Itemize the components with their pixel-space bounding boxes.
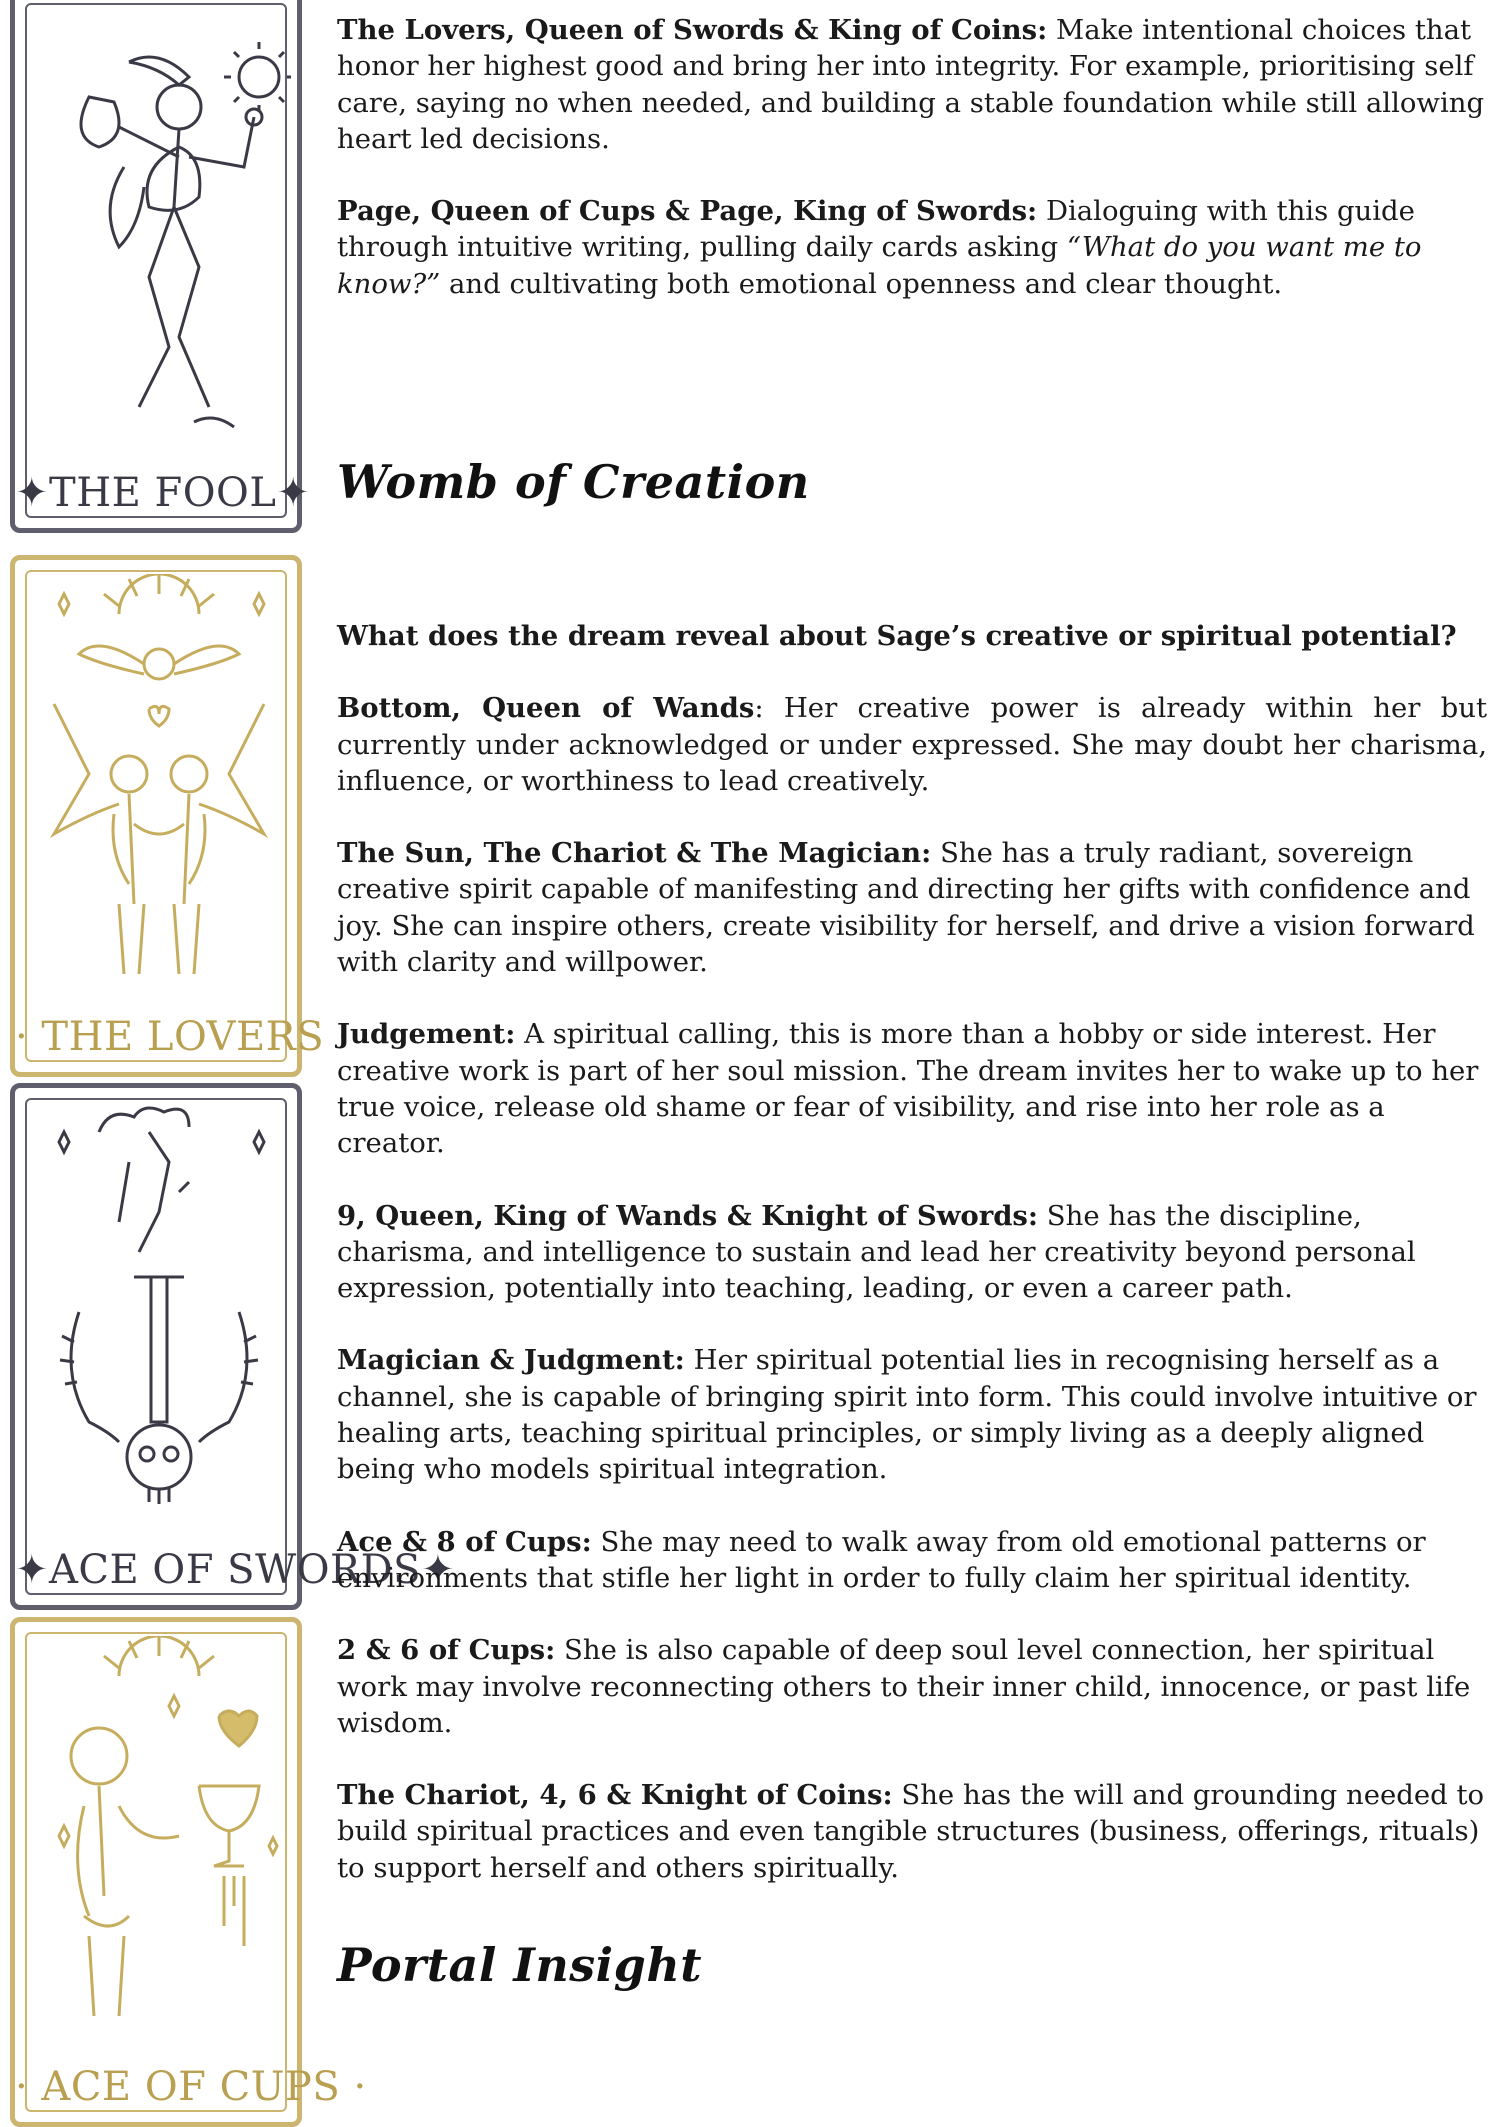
- card-title-ace-of-swords: ✦ACE OF SWORDS✦: [15, 1547, 456, 1593]
- paragraph-lead: 2 & 6 of Cups:: [337, 1634, 556, 1667]
- insight-paragraph: [337, 1524, 1487, 1597]
- paragraph-lead: The Chariot, 4, 6 & Knight of Coins:: [337, 1779, 893, 1812]
- heading-womb-of-creation: Womb of Creation: [337, 455, 810, 509]
- paragraph-body: She has the will and grounding needed to build spiritual practices and even tangible structures (business, offerings, rituals) to support herself and others spiritually.: [337, 1779, 1485, 1884]
- card-title-ace-of-cups: · ACE OF CUPS ·: [15, 2064, 367, 2110]
- paragraph-body: Dialoguing with this guide through intuitive writing, pulling daily cards asking: [337, 195, 1415, 264]
- paragraph-body: She may need to walk away from old emotional patterns or environments that stifle her light in order to fully claim her spiritual identity.: [337, 1525, 1426, 1594]
- paragraph-body: She is also capable of deep soul level connection, her spiritual work may involve reconnecting others to their inner child, innocence, or past life wisdom.: [337, 1634, 1471, 1739]
- ace-of-swords-illustration: [29, 1102, 291, 1532]
- paragraph-lead: The Lovers, Queen of Swords & King of Coins:: [337, 14, 1048, 46]
- insight-paragraph: [337, 1016, 1487, 1161]
- paragraph-lead: Magician & Judgment:: [337, 1344, 685, 1377]
- paragraph-body: She has a truly radiant, sovereign creative spirit capable of manifesting and directing her gifts with confidence and joy. She can inspire others, create visibility for herself, and drive a vision forward with clarity and willpower.: [337, 837, 1475, 979]
- paragraph-lead: 9, Queen, King of Wands & Knight of Swords:: [337, 1199, 1039, 1232]
- paragraph-lead: Bottom, Queen of Wands: [337, 692, 755, 725]
- paragraph-lead: The Sun, The Chariot & The Magician:: [337, 837, 932, 870]
- insight-paragraph: [337, 835, 1487, 980]
- paragraph-lead: Judgement:: [337, 1018, 516, 1051]
- heading-portal-insight: Portal Insight: [337, 1938, 703, 1992]
- card-ace-of-swords: [10, 1083, 456, 1610]
- insight-paragraph: [337, 1777, 1487, 1886]
- ace-of-cups-illustration: [29, 1636, 291, 2046]
- card-the-fool: [10, 0, 311, 533]
- intro-section: [337, 12, 1487, 302]
- insight-paragraph: [337, 1342, 1487, 1487]
- womb-section: [337, 618, 1487, 1886]
- insight-paragraph: [337, 1198, 1487, 1307]
- card-ace-of-cups: [10, 1617, 367, 2127]
- card-title-lovers: · THE LOVERS ·: [15, 1014, 351, 1060]
- paragraph-lead: Page, Queen of Cups & Page, King of Swords:: [337, 195, 1038, 228]
- paragraph-body: Make intentional choices that honor her highest good and bring her into integrity. For example, prioritising self care, saying no when needed, and building a stable foundation while still allowing heart led decisions.: [337, 14, 1485, 155]
- paragraph-tail: and cultivating both emotional openness and clear thought.: [440, 267, 1283, 300]
- lovers-skeletons-illustration: [29, 574, 291, 994]
- section-question: [337, 618, 1487, 654]
- paragraph-quote: “What do you want me to know?”: [337, 231, 1422, 300]
- paragraph-body: She has the discipline, charisma, and intelligence to sustain and lead her creativity beyond personal expression, potentially into teaching, leading, or even a career path.: [337, 1199, 1416, 1305]
- paragraph-body: Her spiritual potential lies in recognising herself as a channel, she is capable of bringing spirit into form. This could involve intuitive or healing arts, teaching spiritual principles, or simply living as a deeply aligned being who models spiritual integration.: [337, 1344, 1477, 1486]
- question-text: What does the dream reveal about Sage’s creative or spiritual potential?: [337, 620, 1457, 652]
- fool-skeleton-illustration: [29, 7, 291, 447]
- paragraph-body: : Her creative power is already within her but currently under acknowledged or under expressed. She may doubt her charisma, influence, or worthiness to lead creatively.: [337, 692, 1487, 797]
- card-title-fool: ✦THE FOOL✦: [15, 470, 311, 516]
- insight-paragraph: [337, 1632, 1487, 1741]
- paragraph-lovers-queen-swords: [337, 12, 1487, 157]
- card-the-lovers: [10, 555, 351, 1077]
- insight-paragraph: [337, 690, 1487, 799]
- paragraph-page-queen-cups: [337, 193, 1487, 302]
- paragraph-body: A spiritual calling, this is more than a hobby or side interest. Her creative work is part of her soul mission. The dream invites her to wake up to her true voice, release old shame or fear of visibility, and rise into her role as a creator.: [337, 1018, 1479, 1160]
- paragraph-lead: Ace & 8 of Cups:: [337, 1525, 592, 1558]
